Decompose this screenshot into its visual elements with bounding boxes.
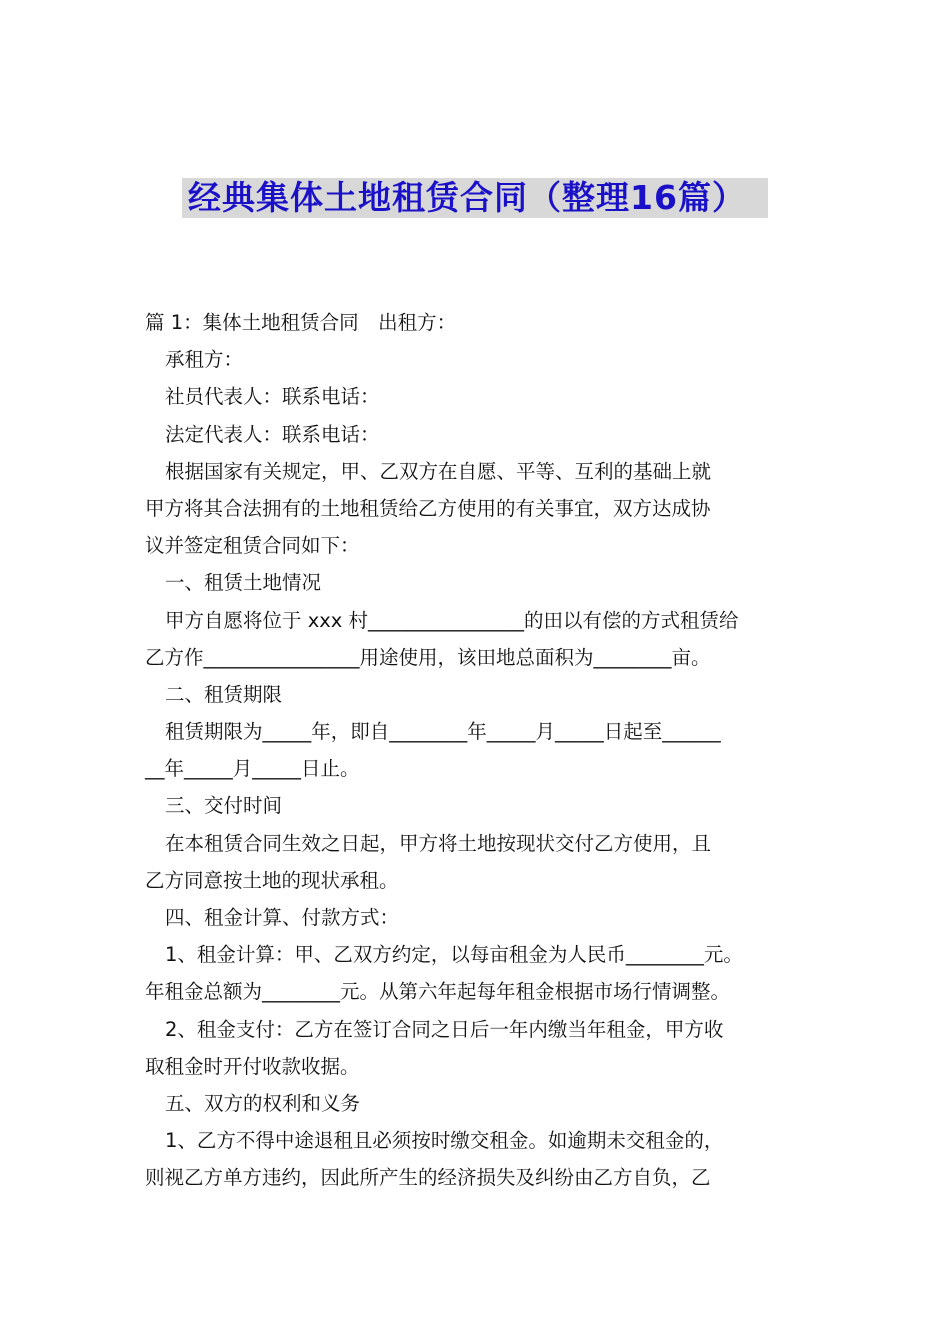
body-line: 1、乙方不得中途退租且必须按时缴交租金。如逾期未交租金的， xyxy=(165,1129,724,1153)
body-line: 年租金总额为________元。从第六年起每年租金根据市场行情调整。 xyxy=(145,980,731,1004)
body-line: 取租金时开付收款收据。 xyxy=(145,1054,360,1078)
section-heading: 三、交付时间 xyxy=(165,794,283,818)
document-title: 经典集体土地租赁合同（整理16篇） xyxy=(182,178,768,218)
body-line: 乙方作________________用途使用，该田地总面积为________亩。 xyxy=(145,645,711,669)
section-heading: 五、双方的权利和义务 xyxy=(165,1091,361,1115)
body-line: 甲方将其合法拥有的土地租赁给乙方使用的有关事宜，双方达成协 xyxy=(145,496,711,520)
title-container xyxy=(0,178,950,218)
body-line: __年_____月_____日止。 xyxy=(145,757,360,781)
body-line: 承租方： xyxy=(165,348,244,372)
body-line: 议并签定租赁合同如下： xyxy=(145,534,360,558)
body-line: 甲方自愿将位于 xxx 村________________的田以有偿的方式租赁给 xyxy=(165,608,739,632)
body-line: 根据国家有关规定，甲、乙双方在自愿、平等、互利的基础上就 xyxy=(165,459,712,483)
body-line: 则视乙方单方违约，因此所产生的经济损失及纠纷由乙方自负，乙 xyxy=(145,1166,711,1190)
body-line: 租赁期限为_____年，即自________年_____月_____日起至______ xyxy=(165,720,721,744)
body-line: 乙方同意按土地的现状承租。 xyxy=(145,868,399,892)
body-line: 篇 1：集体土地租赁合同 出租方： xyxy=(145,311,457,334)
section-heading: 四、租金计算、付款方式： xyxy=(165,906,400,929)
document-body xyxy=(145,304,810,1197)
body-line: 在本租赁合同生效之日起，甲方将土地按现状交付乙方使用，且 xyxy=(165,831,712,855)
body-line: 法定代表人：联系电话： xyxy=(165,422,380,446)
body-line: 1、租金计算：甲、乙双方约定，以每亩租金为人民币________元。 xyxy=(165,943,743,967)
section-heading: 二、租赁期限 xyxy=(165,682,283,706)
body-line: 2、租金支付：乙方在签订合同之日后一年内缴当年租金，甲方收 xyxy=(165,1017,724,1041)
body-line: 社员代表人：联系电话： xyxy=(165,385,380,409)
section-heading: 一、租赁土地情况 xyxy=(165,571,322,595)
